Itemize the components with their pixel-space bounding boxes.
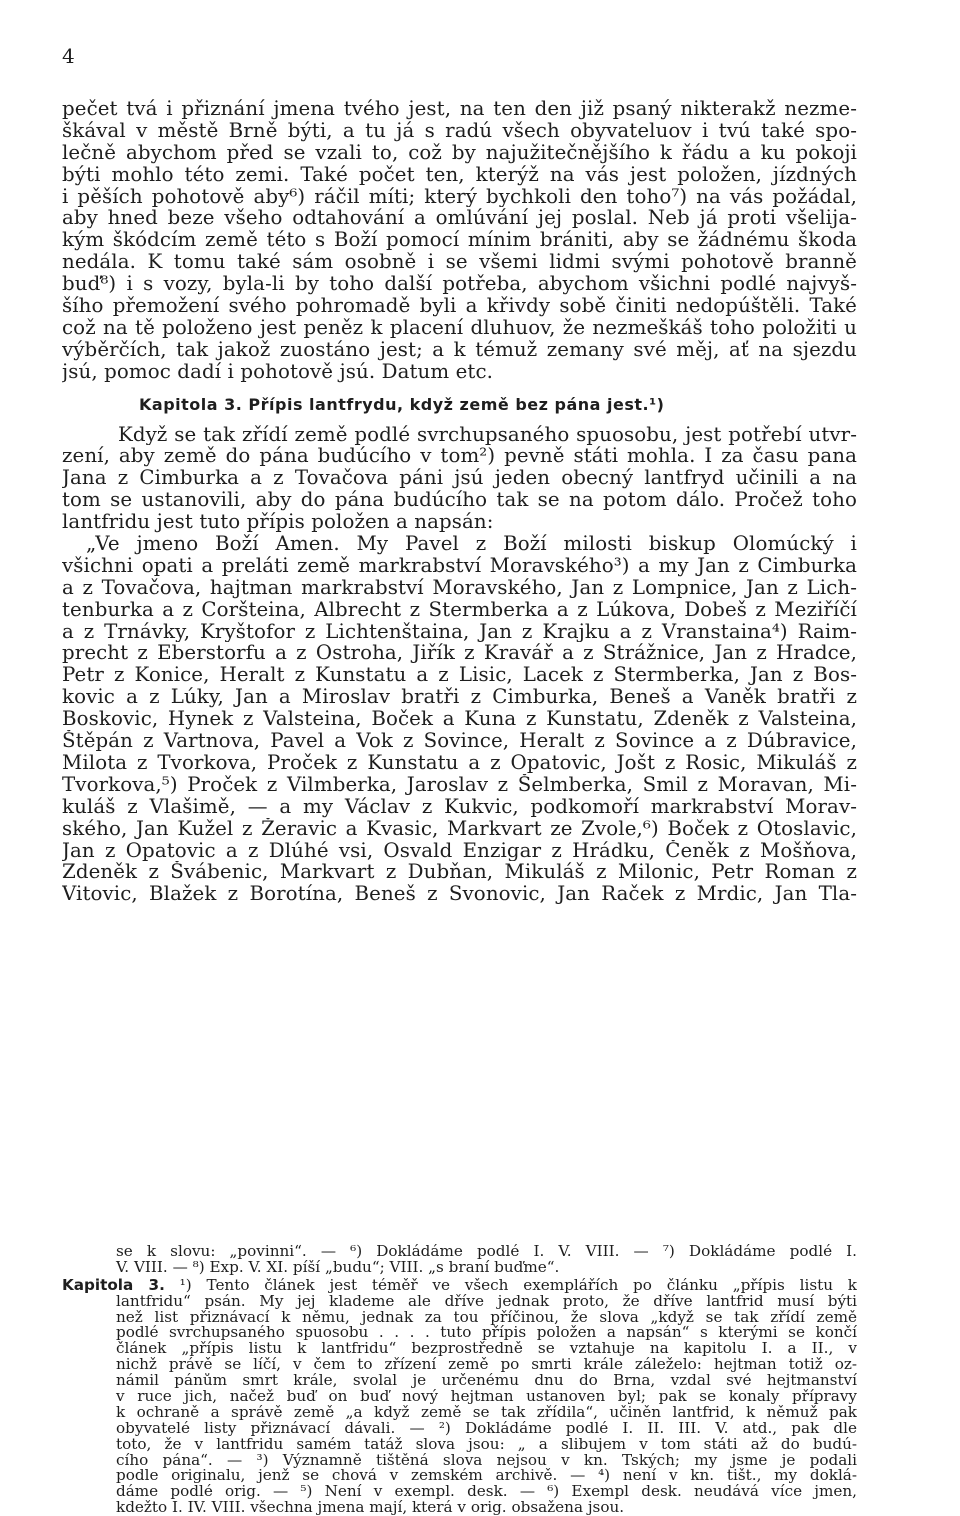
text-line: Boskovic, Hynek z Valsteina, Boček a Kuna z Kunstatu, Zdeněk z Valsteina, xyxy=(62,708,857,731)
text-line: Když se tak zřídí země podlé svrchupsaného spuosobu, jest potřebí utvr- xyxy=(118,423,857,446)
footnote-line: podle originalu, jenž se chová v zemském archivě. — ⁴) není v kn. tišt., my doklá- xyxy=(116,1468,857,1485)
footnote-line: lantfridu“ psán. My jej klademe ale dříve jednak proto, že dříve lantfrid musí býti xyxy=(116,1293,857,1310)
text-line: Štěpán z Vartnova, Pavel a Vok z Sovince, Heralt z Sovince a z Dúbravice, xyxy=(62,730,857,752)
text-line: a z Trnávky, Kryštofor z Lichtenštaina, Jan z Krajku a z Vranstaina⁴) Raim- xyxy=(62,620,857,643)
footnote-line: článek „přípis listu k lantfridu“ bezprostředně se vztahuje na kapitolu I. a II., v xyxy=(116,1341,857,1358)
text-line: tenburka a z Coršteina, Albrecht z Stermberka a z Lúkova, Dobeš z Meziříčí xyxy=(62,598,857,621)
footnote-line: toto, že v lantfridu samém tatáž slova jsou: „ a slibujem v tom státi až do budú- xyxy=(116,1436,857,1453)
text-line: škával v městě Brně býti, a tu já s radú všech obyvateluov i tvú také spo- xyxy=(62,119,857,142)
footnote-line: V. VIII. — ⁸) Exp. V. XI. píší „budu“; VIII. „s braní buďme“. xyxy=(116,1259,560,1276)
text-line: Jan z Opatovic a z Dlúhé vsi, Osvald Enzigar z Hrádku, Čeněk z Mošňova, xyxy=(62,839,857,862)
footnotes xyxy=(62,1244,857,1516)
footnote-line xyxy=(62,1278,857,1294)
footnote-line: než list přiznávací k němu, jednak za tou příčinou, že slova „když se tak zřídí země xyxy=(116,1309,857,1326)
text-line: Petr z Konice, Heralt z Kunstatu a z Lisic, Lacek z Stermberka, Jan z Bos- xyxy=(62,664,857,687)
text-line: i pěších pohotově aby⁶) ráčil míti; který bychkoli den toho⁷) na vás požádal, xyxy=(62,185,857,208)
text-line: nedála. K tomu také sám osobně i se všemi lidmi svými pohotově branně xyxy=(62,251,857,274)
text-line: kuláš z Vlašimě, — a my Václav z Kukvic, podkomoří markrabství Morav- xyxy=(62,795,857,818)
chapter-label: Kapitola 3. xyxy=(139,394,243,414)
text-line: Tvorkova,⁵) Proček z Vilmberka, Jaroslav z Šelmberka, Smil z Moravan, Mi- xyxy=(62,773,857,796)
text-line: kým škódcím země této s Boží pomocí mínim brániti, aby se žádnému škoda xyxy=(62,229,857,252)
footnote-line: podlé svrchupsaného spuosobu . . . . tuto přípis položen a napsán“ s kterými se končí xyxy=(116,1325,857,1342)
text-line: Milota z Tvorkova, Proček z Kunstatu a z Opatovic, Jošt z Rosic, Mikuláš z xyxy=(62,751,857,774)
text-line: a z Tovačova, hajtman markrabství Moravského, Jan z Lompnice, Jan z Lich- xyxy=(62,576,857,599)
footnote-line: námil pánům smrt krále, svolal je určenému dnu do Brna, vzdal své hejtmanství xyxy=(116,1373,857,1390)
footnote-line: v ruce jich, načež buď on buď nový hejtman ustanoven byl; pak se konaly přípravy xyxy=(116,1389,857,1405)
footnote-text: ¹) Tento článek jest téměř ve všech exemplářích po článku „přípis listu k xyxy=(179,1277,857,1294)
text-line: buď⁸) i s vozy, byla-li by toho další potřeba, abychom všichni podlé najvyš- xyxy=(62,273,857,296)
text-line: všichni opati a preláti země markrabství Moravského³) a my Jan z Cimburka xyxy=(62,554,857,577)
text-line: „Ve jmeno Boží Amen. My Pavel z Boží milosti biskup Olomúcký i xyxy=(86,533,857,555)
chapter-heading xyxy=(139,395,857,414)
footnote-line: cího pána“. — ³) Významně tištěná slova nejsou v kn. Tských; my jsme je podali xyxy=(116,1452,857,1469)
text-line: býti mohlo této zemi. Také počet ten, kterýž na vás jest položen, jízdných xyxy=(62,163,857,186)
footnote-line: se k slovu: „povinni“. — ⁶) Dokládáme podlé I. V. VIII. — ⁷) Dokládáme podlé I. xyxy=(116,1244,857,1260)
footnote-line: nichž právě se líčí, v čem to zřízení země po smrti krále záleželo: hejtman totiž oz- xyxy=(116,1357,857,1374)
text-line: Jana z Cimburka a z Tovačova páni jsú jeden obecný lantfryd učinili a na xyxy=(62,467,857,490)
text-line: kovic a z Lúky, Jan a Miroslav bratři z Cimburka, Beneš a Vaněk bratři z xyxy=(62,686,857,709)
text-line: Vitovic, Blažek z Borotína, Beneš z Svonovic, Jan Raček z Mrdic, Jan Tla- xyxy=(62,883,857,906)
text-line: Zdeněk z Švábenic, Markvart z Dubňan, Mikuláš z Milonic, Petr Roman z xyxy=(62,861,857,884)
text-line: šího přemožení svého pohromadě byli a křivdy sobě činiti nedopúštěli. Také xyxy=(62,295,857,317)
text-line: aby hned beze všeho odtahování a omlúvání jej poslal. Neb já proti všelija- xyxy=(62,207,857,230)
text-line: zení, aby země do pána budúcího v tom²) pevně státi mohla. I za času pana xyxy=(62,445,857,468)
footnote-line: dáme podlé orig. — ⁵) Není v exempl. desk. — ⁶) Exempl desk. neudává více jmen, xyxy=(116,1484,857,1501)
footnote-line: k ochraně a správě země „a když země se tak zřídila“, učiněn lantfrid, k němuž pak xyxy=(116,1404,857,1421)
footnote-line: kdežto I. IV. VIII. všechna jmena mají, která v orig. obsažena jsou. xyxy=(116,1500,625,1516)
chapter-title: Přípis lantfrydu, když země bez pána jest.¹) xyxy=(248,394,665,414)
text-line: jsú, pomoc dadí i pohotově jsú. Datum etc. xyxy=(62,360,494,383)
text-line: precht z Eberstorfu a z Ostroha, Jiřík z Kravář a z Strážnice, Jan z Hradce, xyxy=(62,642,857,665)
text-line: lečně abychom před se vzali to, což by najužitečnějšího k řádu a ku pokoji xyxy=(62,141,857,164)
paragraph-2 xyxy=(62,424,857,906)
paragraph-1 xyxy=(62,98,857,383)
text-line: tom se ustanovili, aby do pána budúcího tak se na potom dálo. Pročež toho xyxy=(62,489,857,512)
text-line: což na tě položeno jest peněz k placení dluhuov, že nezmeškáš toho položiti u xyxy=(62,316,857,339)
footnote-line: obyvatelé listy přiznávací dávali. — ²) Dokládáme podlé I. II. III. V. atd., pak dle xyxy=(116,1420,857,1437)
text-line: pečet tvá i přiznání jmena tvého jest, na ten den již psaný nikterakž nezme- xyxy=(62,98,857,120)
text-line: výběrčích, tak jakož zuostáno jest; a k témuž zemany své měj, ať na sjezdu xyxy=(62,338,857,361)
page-number: 4 xyxy=(62,44,75,68)
text-line: lantfridu jest tuto přípis položen a napsán: xyxy=(62,511,494,534)
main-text xyxy=(62,98,857,905)
text-line: ského, Jan Kužel z Žeravic a Kvasic, Markvart ze Zvole,⁶) Boček z Otoslavic, xyxy=(62,817,857,840)
footnote-chapter-label: Kapitola 3. xyxy=(62,1277,165,1294)
